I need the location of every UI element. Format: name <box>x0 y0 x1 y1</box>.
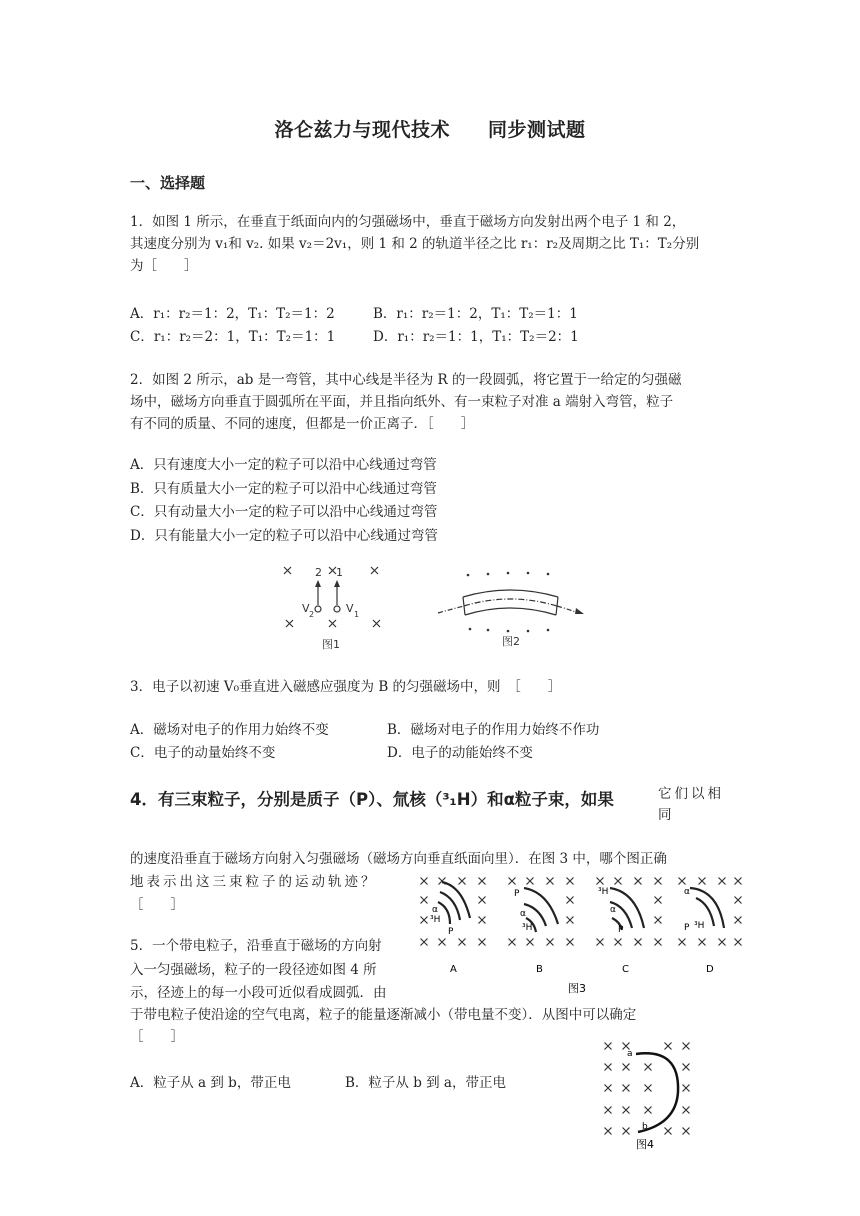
svg-text:P: P <box>514 889 520 899</box>
fig1-label-2: 2 <box>315 566 322 579</box>
fig4-label-a: a <box>627 1049 633 1059</box>
q2-line2: 场中，磁场方向垂直于圆弧所在平面，并且指向纸外、有一束粒子对准 a 端射入弯管，粒子 <box>130 394 674 410</box>
q2-text <box>130 369 740 435</box>
fig3-label-b: B <box>536 964 543 975</box>
q5-text <box>130 935 420 1006</box>
q1-option-d: D．r₁：r₂＝1：1，T₁：T₂＝2：1 <box>373 329 579 345</box>
q3-option-a: A．磁场对电子的作用力始终不变 <box>130 722 329 738</box>
fig3-panel-a <box>421 878 486 976</box>
q1-line1: 1．如图 1 所示，在垂直于纸面向内的匀强磁场中，垂直于磁场方向发射出两个电子 1 和 2， <box>130 214 686 230</box>
q4-line3: 地表示出这三束粒子的运动轨迹？ <box>130 874 378 890</box>
q3-line1: 3．电子以初速 V₀垂直进入磁感应强度为 B 的匀强磁场中，则 ［ ］ <box>130 679 562 695</box>
svg-text:α: α <box>610 905 616 915</box>
figure-2 <box>430 563 590 653</box>
q2-options <box>130 454 740 548</box>
figure-4 <box>598 1034 698 1154</box>
svg-text:³H: ³H <box>522 923 533 933</box>
svg-text:α: α <box>684 887 690 897</box>
fig3-label-c: C <box>622 964 629 975</box>
q2-option-a: A．只有速度大小一定的粒子可以沿中心线通过弯管 <box>130 457 437 473</box>
q3-option-b: B．磁场对电子的作用力始终不作功 <box>387 722 600 738</box>
section-heading: 一、选择题 <box>130 174 206 192</box>
figure-3 <box>412 868 747 998</box>
q2-line1: 2．如图 2 所示，ab 是一弯管，其中心线是半径为 R 的一段圆弧，将它置于一给定的匀强磁 <box>130 372 682 388</box>
q5-line3: 示，径迹上的每一小段可近似看成圆弧．由 <box>130 985 387 1001</box>
svg-text:³H: ³H <box>598 887 609 897</box>
fig1-v1-sub: 1 <box>354 610 360 619</box>
q5-line5: ［ ］ <box>130 1029 184 1045</box>
svg-text:α: α <box>432 905 438 915</box>
fig1-caption: 图1 <box>322 638 340 651</box>
title-main: 洛仑兹力与现代技术 <box>274 119 450 141</box>
svg-text:α: α <box>520 909 526 919</box>
q1-option-a: A．r₁：r₂＝1：2，T₁：T₂＝1：2 <box>130 306 335 322</box>
q2-option-d: D．只有能量大小一定的粒子可以沿中心线通过弯管 <box>130 527 438 544</box>
svg-text:³H: ³H <box>694 921 705 931</box>
q4-line4: ［ ］ <box>130 897 184 913</box>
q3-option-c: C．电子的动量始终不变 <box>130 745 276 761</box>
q2-option-c: C．只有动量大小一定的粒子可以沿中心线通过弯管 <box>130 504 438 520</box>
svg-text:P: P <box>618 925 624 935</box>
q1-option-c: C．r₁：r₂＝2：1，T₁：T₂＝1：1 <box>130 329 336 345</box>
q5-line1: 5．一个带电粒子，沿垂直于磁场的方向射 <box>130 938 382 954</box>
fig1-v1: V <box>346 602 354 615</box>
q3-option-d: D．电子的动能始终不变 <box>387 745 533 761</box>
q4-side-text: 它们以相同 <box>658 786 724 823</box>
fig4-caption: 图4 <box>636 1138 654 1151</box>
title-sub: 同步测试题 <box>488 119 586 141</box>
fig3-panel-b <box>509 878 574 976</box>
q5-line4: 于带电粒子使沿途的空气电离，粒子的能量逐渐减小（带电量不变）．从图中可以确定 <box>130 1007 637 1023</box>
fig3-panel-c <box>597 878 662 976</box>
q4-line2: 的速度沿垂直于磁场方向射入匀强磁场（磁场方向垂直纸面向里）．在图 3 中，哪个图正确 <box>130 851 667 867</box>
fig2-caption: 图2 <box>502 635 520 648</box>
q1-line3: 为［ ］ <box>130 258 198 274</box>
q1-text <box>130 211 740 277</box>
q1-option-b: B．r₁：r₂＝1：2，T₁：T₂＝1：1 <box>373 306 578 322</box>
q5-line2: 入一匀强磁场，粒子的一段径迹如图 4 所 <box>130 961 377 978</box>
fig1-v2-sub: 2 <box>309 610 315 619</box>
q5-option-b: B．粒子从 b 到 a，带正电 <box>345 1075 506 1091</box>
fig3-panel-d <box>679 878 742 976</box>
fig1-v2: V <box>302 602 310 615</box>
fig3-caption: 图3 <box>568 982 586 995</box>
svg-text:P: P <box>684 923 690 933</box>
page-title <box>0 115 860 142</box>
fig1-label-1: 1 <box>336 566 343 579</box>
svg-text:³H: ³H <box>430 915 441 925</box>
q4-heading: 4．有三束粒子，分别是质子（P）、氚核（³₁H）和α粒子束，如果 <box>130 790 614 809</box>
fig3-label-a: A <box>450 964 457 975</box>
fig3-label-d: D <box>706 964 714 975</box>
fig4-label-b: b <box>642 1122 648 1132</box>
q2-option-b: B．只有质量大小一定的粒子可以沿中心线通过弯管 <box>130 480 437 497</box>
q5-option-a: A．粒子从 a 到 b，带正电 <box>130 1075 291 1091</box>
svg-text:P: P <box>448 927 454 937</box>
q1-line2: 其速度分别为 v₁和 v₂. 如果 v₂＝2v₁，则 1 和 2 的轨道半径之比 r₁：r₂及周期之比 T₁：T₂分别 <box>130 236 700 252</box>
q2-line3: 有不同的质量、不同的速度，但都是一价正离子．［ ］ <box>130 416 475 432</box>
figure-1 <box>270 560 400 655</box>
